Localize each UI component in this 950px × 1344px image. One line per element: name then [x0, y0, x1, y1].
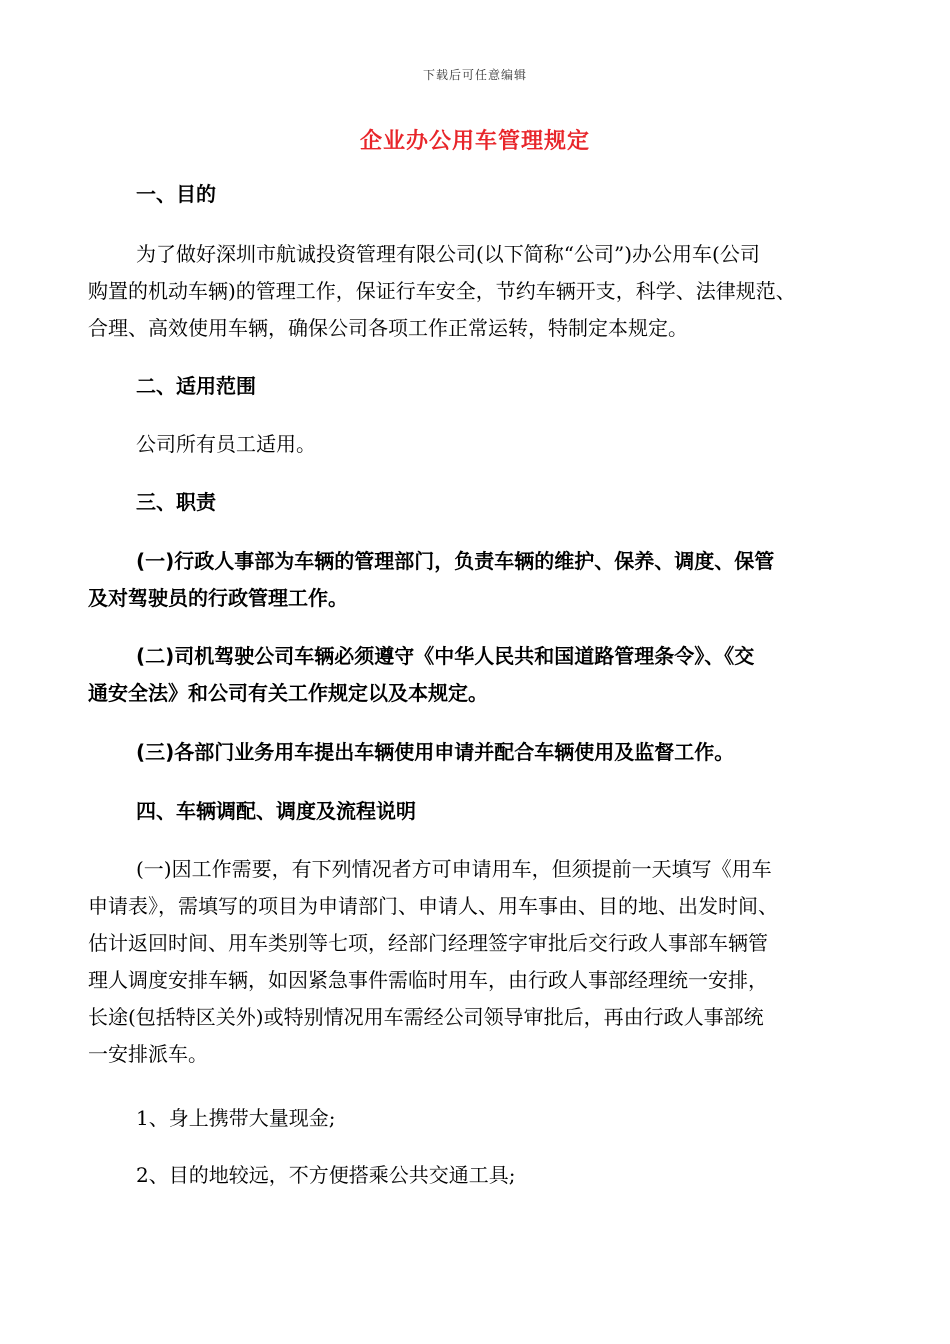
paragraph-line: 及对驾驶员的行政管理工作。 — [88, 586, 348, 610]
paragraph-line: 一安排派车。 — [88, 1042, 208, 1066]
section-paragraph-purpose — [88, 236, 868, 347]
paragraph-line: (一)行政人事部为车辆的管理部门，负责车辆的维护、保养、调度、保管 — [136, 549, 775, 573]
section-paragraph-dispatch — [88, 851, 868, 1073]
header-note: 下载后可任意编辑 — [422, 68, 527, 82]
paragraph-line: 通安全法》和公司有关工作规定以及本规定。 — [88, 681, 488, 705]
list-item: 2、目的地较远，不方便搭乘公共交通工具; — [136, 1163, 516, 1187]
document-title: 企业办公用车管理规定 — [359, 129, 590, 154]
list-item: 1、身上携带大量现金; — [136, 1106, 336, 1130]
paragraph-line: 申请表》，需填写的项目为申请部门、申请人、用车事由、目的地、出发时间、 — [88, 894, 778, 918]
paragraph-line: 合理、高效使用车辆，确保公司各项工作正常运转，特制定本规定。 — [88, 316, 688, 340]
duty-item-1 — [88, 543, 868, 617]
duty-item-2 — [88, 638, 868, 712]
duty-item-3: (三)各部门业务用车提出车辆使用申请并配合车辆使用及监督工作。 — [136, 740, 735, 764]
section-heading-purpose: 一、目的 — [136, 182, 216, 206]
section-heading-scope: 二、适用范围 — [136, 374, 256, 398]
section-paragraph-scope: 公司所有员工适用。 — [136, 432, 316, 456]
paragraph-line: 估计返回时间、用车类别等七项，经部门经理签字审批后交行政人事部车辆管 — [88, 931, 768, 955]
paragraph-line: 长途(包括特区关外)或特别情况用车需经公司领导审批后，再由行政人事部统 — [88, 1005, 764, 1029]
section-heading-dispatch: 四、车辆调配、调度及流程说明 — [136, 799, 416, 823]
paragraph-line: 为了做好深圳市航诚投资管理有限公司(以下简称“公司”)办公用车(公司 — [136, 242, 760, 266]
paragraph-line: (一)因工作需要，有下列情况者方可申请用车，但须提前一天填写《用车 — [136, 857, 772, 881]
paragraph-line: 购置的机动车辆)的管理工作，保证行车安全，节约车辆开支，科学、法律规范、 — [88, 279, 796, 303]
paragraph-line: (二)司机驾驶公司车辆必须遵守《中华人民共和国道路管理条令》、《交 — [136, 644, 755, 668]
paragraph-line: 理人调度安排车辆，如因紧急事件需临时用车，由行政人事部经理统一安排， — [88, 968, 768, 992]
section-heading-duties: 三、职责 — [136, 490, 216, 514]
